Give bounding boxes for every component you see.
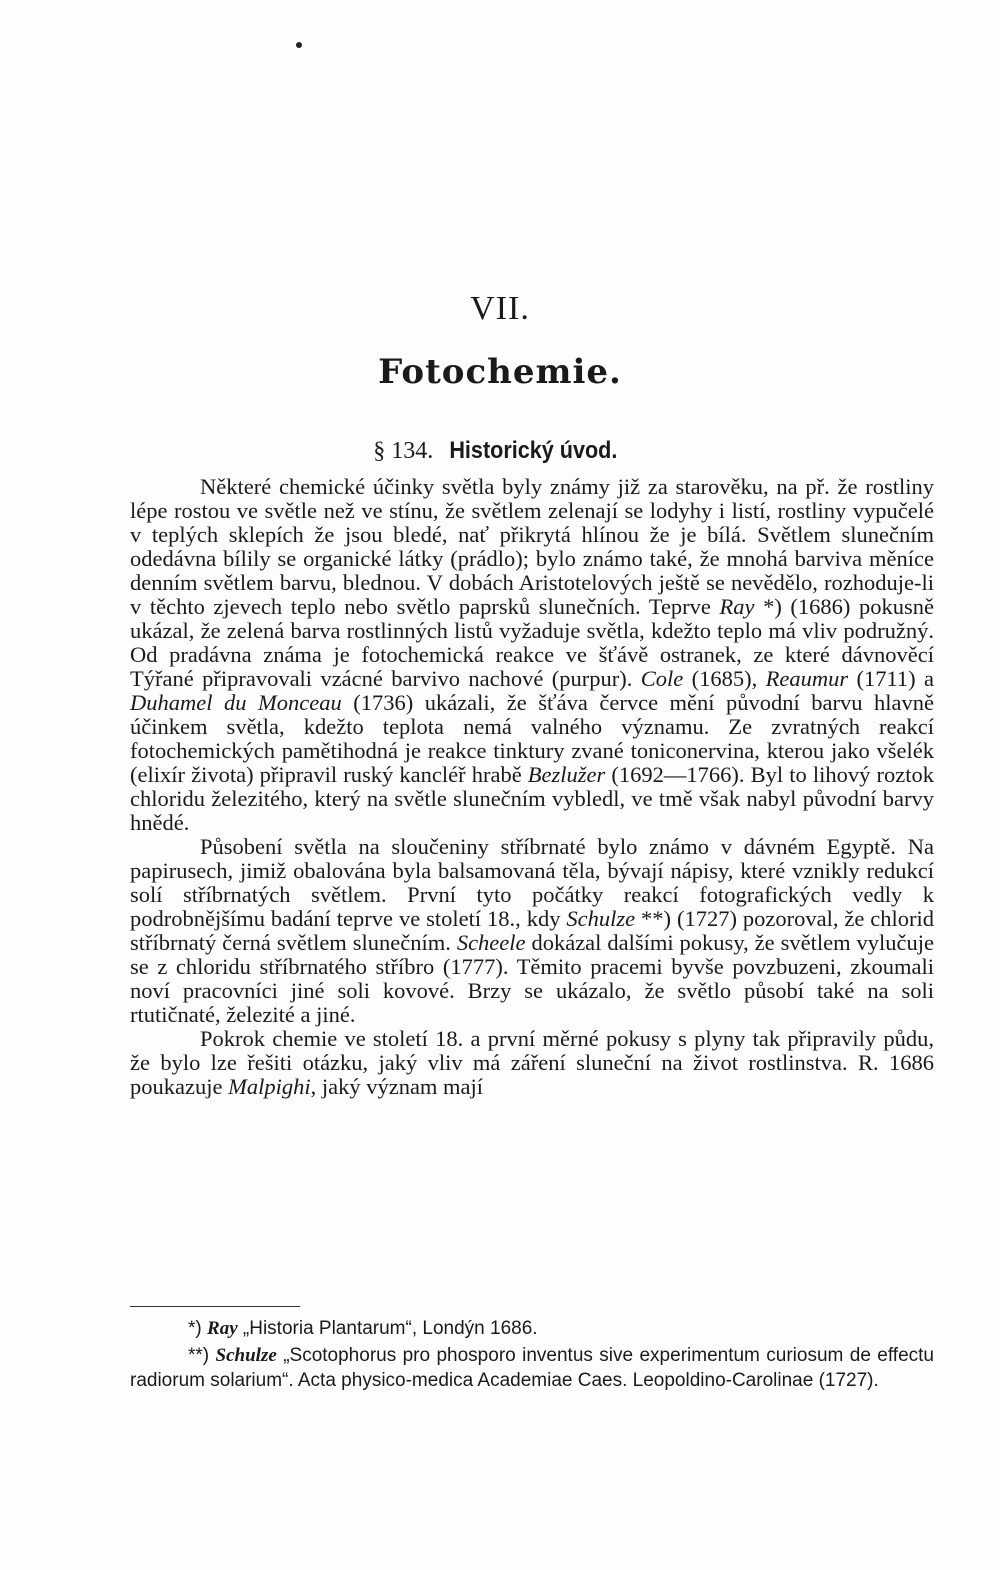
section-title: Historický úvod. xyxy=(449,437,618,464)
footnote-divider xyxy=(130,1306,300,1307)
print-speck xyxy=(296,42,302,48)
footnote-1 xyxy=(130,1316,934,1341)
name-bezluzer: Bezlužer xyxy=(527,762,606,787)
paragraph-3: Pokrok chemie ve století 18. a první měrné pokusy s plyny tak připravily půdu, že bylo lze řešiti otázku, jaký vliv má záření sluneční na život rostlinstva. R. 1686 poukazuje Malpighi, jaký význam mají xyxy=(130,1026,934,1099)
footnote-author: Schulze xyxy=(215,1345,277,1366)
name-ray: Ray xyxy=(719,594,755,619)
name-duhamel: Duhamel du Monceau xyxy=(130,690,342,715)
footnote-mark: **) xyxy=(188,1345,210,1366)
chapter-title: Fotochemie. xyxy=(378,352,622,392)
footnote-mark: *) xyxy=(188,1318,202,1339)
section-number: § 134. xyxy=(373,438,434,464)
footnote-text: „Scotophorus pro phosporo inventus sive experimentum curiosum de effectu radiorum solarium“. Acta physico-medica Academiae Caes. Leopoldino-Carolinae (1727). xyxy=(130,1345,934,1391)
name-reaumur: Reaumur xyxy=(765,666,849,691)
footnotes xyxy=(130,1316,934,1395)
name-malpighi: Malpighi xyxy=(228,1074,311,1099)
paragraph-1: Některé chemické účinky světla byly známy již za starověku, na př. že rostliny lépe rostou ve světle než ve stínu, že světlem zelenají se lodyhy i listí, rostliny vypučelé v teplých sklepích že jsou bledé, nať přikrytá hlínou že je bílá. Světlem slunečním odedávna bílily se organické látky (prádlo); bylo známo také, že mnohá barviva měníce denním světlem barvu, blednou. V dobách Aristotelových ještě se nevědělo, rozhoduje-li v těchto zjevech teplo nebo světlo paprsků slunečních. Teprve Ray *) (1686) pokusně ukázal, že zelená barva rostlinných listů vyžaduje světla, kdežto teplo má vliv podružný. Od pradávna známa je fotochemická reakce ve šťávě ostranek, ze které dávnověcí Týřané připravovali vzácné barvivo nachové (purpur). Cole (1685), Reaumur (1711) a Duhamel du Monceau (1736) ukázali, že šťáva červce mění původní barvu hlavně účinkem světla, kdežto teplota nemá valného významu. Ze zvratných reakcí fotochemických pamětihodná je reakce tinktury zvané toniconervina, kterou jako všelék (elixír života) připravil ruský kancléř hrabě Bezlužer (1692—1766). Byl to lihový roztok chloridu železitého, který na světle slunečním vybledl, ve tmě však nabyl původní barvy hnědé. xyxy=(130,474,935,835)
chapter-number: VII. xyxy=(470,290,530,327)
footnote-text: „Historia Plantarum“, Londýn 1686. xyxy=(237,1318,538,1339)
body-text xyxy=(130,475,934,1099)
footnote-author: Ray xyxy=(207,1318,238,1339)
paragraph-2: Působení světla na sloučeniny stříbrnaté bylo známo v dávném Egyptě. Na papirusech, jimiž obalována byla balsamovaná těla, bývají nápisy, které vznikly redukcí solí stříbrnatých světlem. První tyto počátky reakcí fotografických vedly k podrobnějšímu badání teprve ve století 18., kdy Schulze **) (1727) pozoroval, že chlorid stříbrnatý černá světlem slunečním. Scheele dokázal dalšími pokusy, že světlem vylučuje se z chloridu stříbrnatého stříbro (1777). Těmito pracemi byvše povzbuzeni, zkoumali noví pracovníci jiné soli kovové. Brzy se ukázalo, že světlo působí také na soli rtutičnaté, železité a jiné. xyxy=(130,834,934,1027)
name-scheele: Scheele xyxy=(456,930,526,955)
section-heading xyxy=(0,437,1000,465)
footnote-2 xyxy=(130,1343,934,1393)
name-schulze: Schulze xyxy=(566,906,636,931)
name-cole: Cole xyxy=(640,666,684,691)
